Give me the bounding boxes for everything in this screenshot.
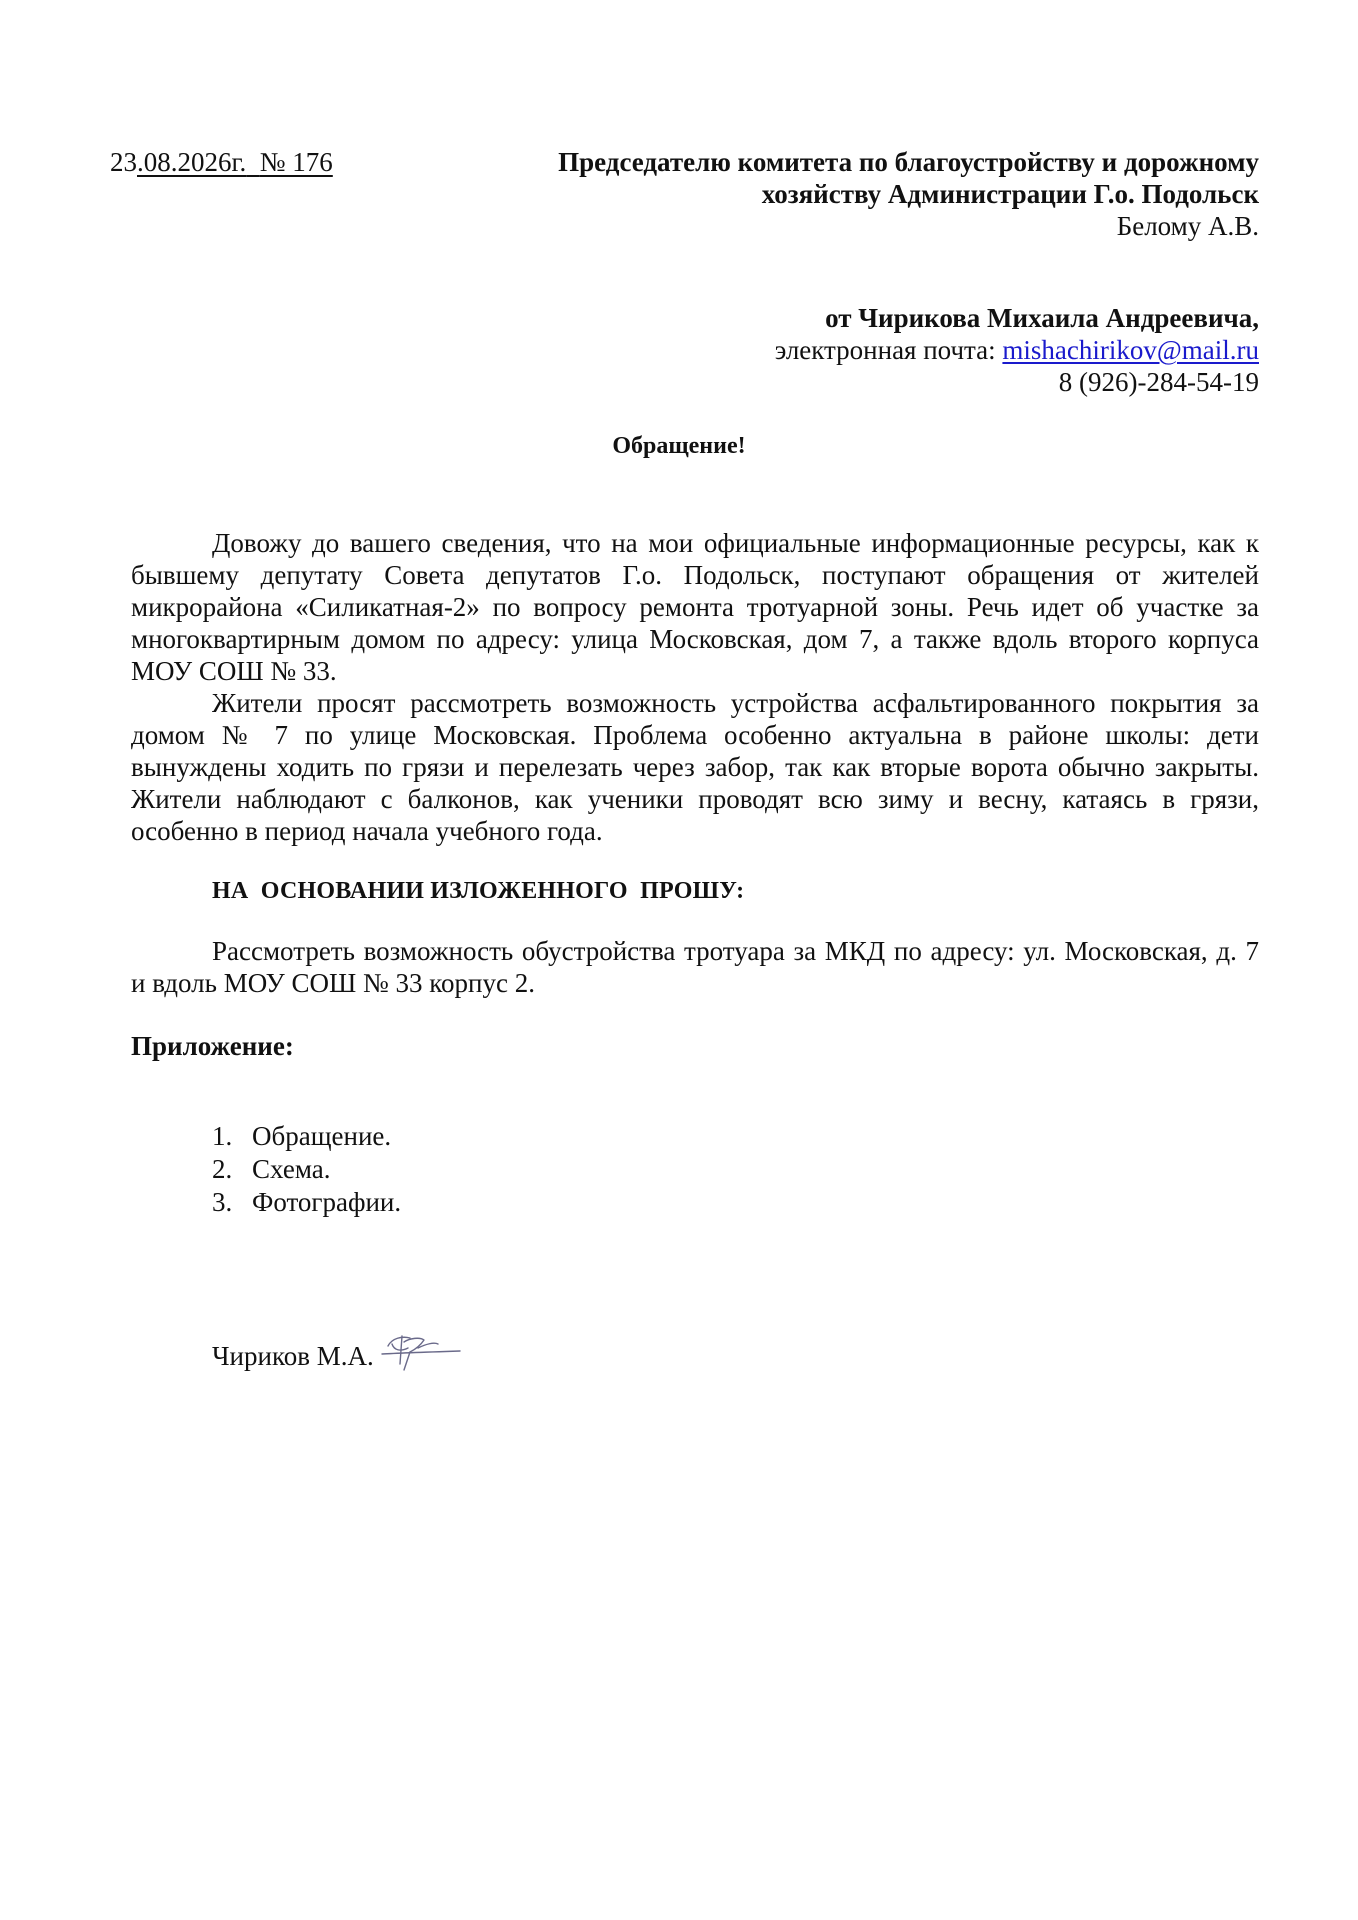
document-reference [110, 146, 333, 178]
list-item-label: Фотографии. [252, 1187, 402, 1217]
request-body [131, 935, 1259, 999]
email-link[interactable]: mishachirikov@mail.ru [1002, 335, 1259, 365]
date-rest: .08.2026г. [137, 147, 247, 177]
list-item [212, 1120, 401, 1153]
document-body [131, 527, 1259, 847]
list-item-label: Схема. [252, 1154, 331, 1184]
signatory-name: Чириков М.А. [212, 1341, 374, 1371]
sender-phone: 8 (926)-284-54-19 [1058, 367, 1259, 397]
signature-block [212, 1338, 462, 1374]
body-paragraph-2: Жители просят рассмотреть возможность устройства асфальтированного покрытия за домом № 7 по улице Московская. Проблема особенно актуальна в районе школы: дети вынуждены ходить по грязи и перелезать через забор, так как вторые ворота обычно закрыты. Жители наблюдают с балконов, как ученики проводят всю зиму и весну, катаясь в грязи, особенно в период начала учебного года. [131, 688, 1259, 846]
request-heading: НА ОСНОВАНИИ ИЗЛОЖЕННОГО ПРОШУ: [212, 878, 745, 904]
attachments-list [212, 1120, 401, 1219]
list-item-number: 3. [212, 1187, 233, 1217]
sender-email-line [359, 334, 1259, 366]
handwritten-signature-icon [380, 1324, 462, 1374]
email-label: электронная почта: [774, 335, 1003, 365]
body-paragraph-1: Довожу до вашего сведения, что на мои официальные информационные ресурсы, как к бывшему депутату Совета депутатов Г.о. Подольск, поступают обращения от жителей микрорайона «Силикатная-2» по вопросу ремонта тротуарной зоны. Речь идет об участке за многоквартирным домом по адресу: улица Московская, дом 7, а также вдоль второго корпуса МОУ СОШ № 33. [131, 528, 1259, 686]
sender-block [359, 302, 1259, 398]
list-item-label: Обращение. [252, 1121, 392, 1151]
list-item-number: 2. [212, 1154, 233, 1184]
recipient-position-line2: хозяйству Администрации Г.о. Подольск [761, 179, 1259, 209]
recipient-block [359, 146, 1259, 242]
sender-name: от Чирикова Михаила Андреевича, [825, 303, 1259, 333]
request-paragraph: Рассмотреть возможность обустройства тротуара за МКД по адресу: ул. Московская, д. 7 и вдоль МОУ СОШ № 33 корпус 2. [131, 936, 1259, 998]
recipient-name: Белому А.В. [1116, 211, 1259, 241]
recipient-position-line1: Председателю комитета по благоустройству и дорожному [558, 147, 1259, 177]
list-item [212, 1186, 401, 1219]
attachments-heading: Приложение: [131, 1031, 294, 1061]
list-item-number: 1. [212, 1121, 233, 1151]
list-item [212, 1153, 401, 1186]
date-prefix: 23 [110, 147, 137, 177]
document-number: № 176 [259, 147, 333, 177]
document-title: Обращение! [612, 433, 746, 459]
